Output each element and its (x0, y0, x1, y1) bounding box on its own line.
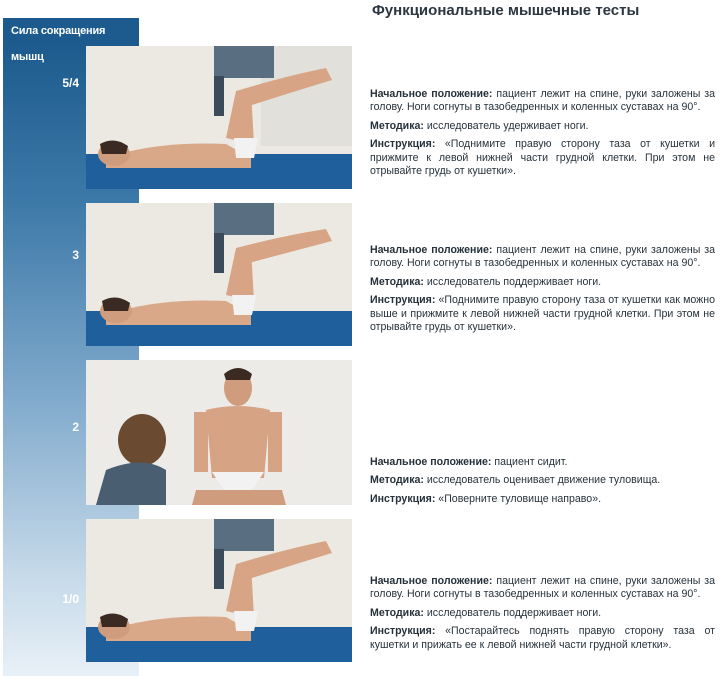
photo-supine-attempt (86, 519, 352, 662)
grade-label: 2 (72, 420, 79, 434)
photo-seated-trunk-rotation (86, 360, 352, 505)
test-description-block (370, 244, 715, 339)
instruction: Инструкция: «Постарайтесь поднять правую сторону таза от кушетки и прижать ее к левой нижней части грудной клетки». (370, 625, 715, 651)
grade-label: 5/4 (62, 76, 79, 90)
method: Методика: исследователь поддерживает ноги. (370, 606, 602, 619)
test-description-block (370, 88, 715, 183)
method: Методика: исследователь удерживает ноги. (370, 119, 589, 132)
grade-label: 3 (72, 248, 79, 262)
photo-supine-legs-held (86, 46, 352, 189)
method: Методика: исследователь поддерживает ноги. (370, 275, 602, 288)
page-title: Функциональные мышечные тесты (372, 2, 640, 19)
starting-position: Начальное положение: пациент лежит на спине, руки заложены за голову. Ноги согнуты в тазобедренных и коленных суставах на 90°. (370, 244, 715, 270)
instruction: Инструкция: «Поверните туловище направо». (370, 492, 602, 505)
starting-position: Начальное положение: пациент сидит. (370, 456, 568, 468)
test-description-block (370, 575, 715, 657)
starting-position: Начальное положение: пациент лежит на спине, руки заложены за голову. Ноги согнуты в тазобедренных и коленных суставах на 90°. (370, 575, 715, 601)
test-description-block (370, 456, 715, 511)
grade-label: 1/0 (62, 592, 79, 606)
photo-supine-legs-supported (86, 203, 352, 346)
muscle-strength-header-tab: Сила сокращения мышц (3, 18, 139, 44)
instruction: Инструкция: «Поднимите правую сторону таза от кушетки как можно выше и прижмите к левой нижней части грудной клетки. При этом не отрывайте грудь от кушетки». (370, 294, 715, 334)
method: Методика: исследователь оценивает движение туловища. (370, 474, 661, 487)
starting-position: Начальное положение: пациент лежит на спине, руки заложены за голову. Ноги согнуты в тазобедренных и коленных суставах на 90°. (370, 88, 715, 114)
instruction: Инструкция: «Поднимите правую сторону таза от кушетки и прижмите к левой нижней части грудной клетки. При этом не отрывайте грудь от кушетки». (370, 138, 715, 178)
